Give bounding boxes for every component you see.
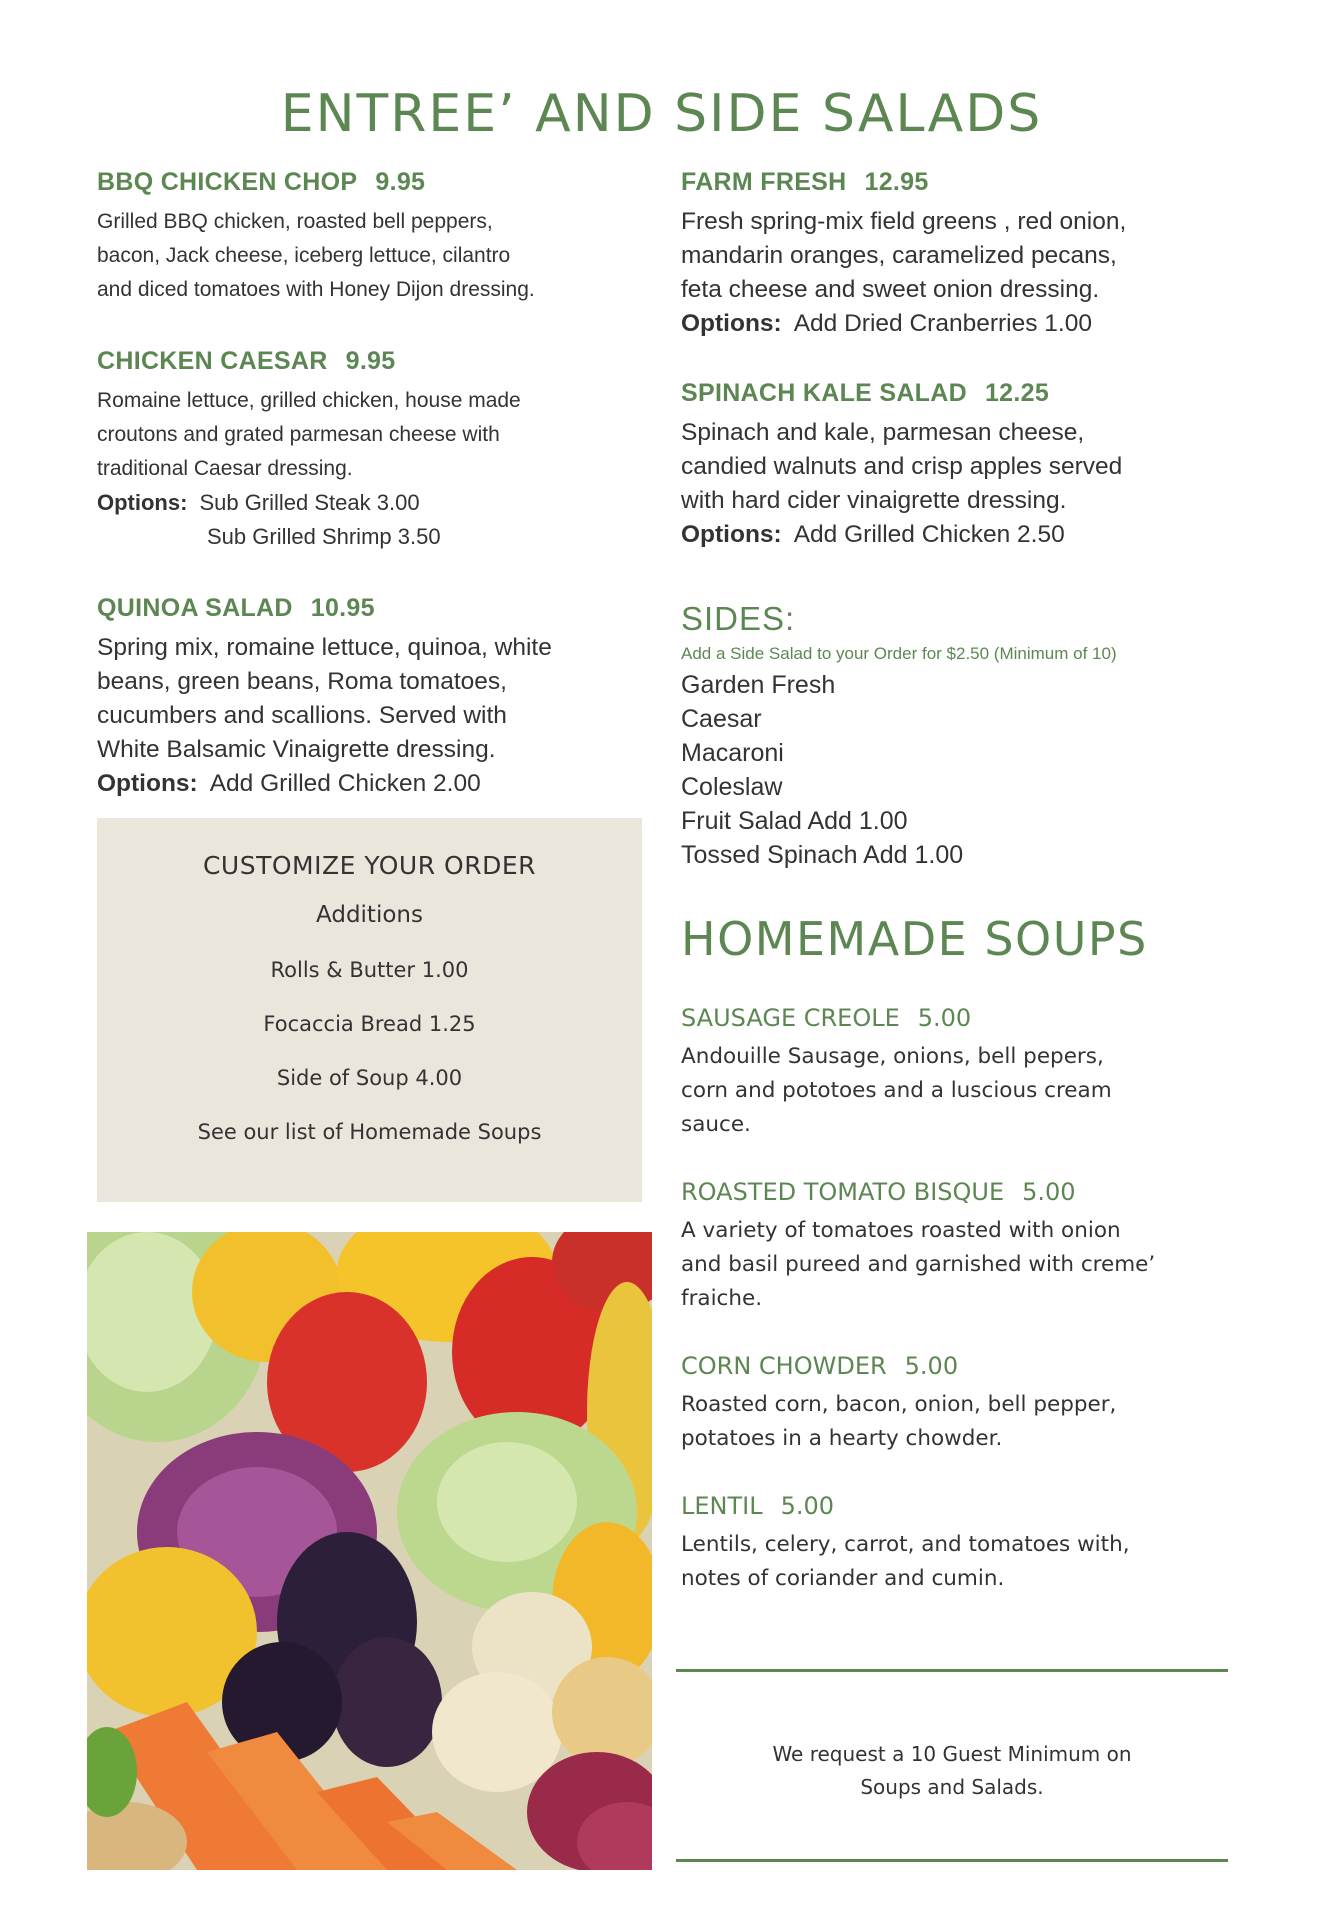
menu-item-title bbox=[97, 168, 642, 197]
option-line: Add Dried Cranberries 1.00 bbox=[793, 310, 1092, 337]
menu-item-quinoa-salad bbox=[97, 594, 642, 801]
menu-item-price: 12.95 bbox=[864, 168, 929, 196]
description-line: Lentils, celery, carrot, and tomatoes with, bbox=[681, 1532, 1130, 1557]
option-line: Add Grilled Chicken 2.50 bbox=[793, 521, 1065, 548]
menu-item-title bbox=[97, 347, 642, 376]
menu-item-price: 10.95 bbox=[310, 594, 375, 622]
menu-item-options bbox=[97, 486, 642, 554]
soup-description bbox=[681, 1388, 1241, 1456]
soups-title: HOMEMADE SOUPS bbox=[681, 912, 1148, 966]
description-line: Fresh spring-mix field greens , red onion, bbox=[681, 208, 1127, 235]
soup-name: LENTIL bbox=[681, 1492, 763, 1520]
soup-title bbox=[681, 1352, 1241, 1380]
soup-description bbox=[681, 1528, 1241, 1596]
option-line: Sub Grilled Steak 3.00 bbox=[199, 490, 420, 515]
menu-item-title bbox=[681, 379, 1241, 408]
left-column bbox=[97, 168, 642, 841]
addition-item: Side of Soup 4.00 bbox=[276, 1066, 463, 1090]
customize-title: CUSTOMIZE YOUR ORDER bbox=[202, 851, 537, 880]
menu-item-price: 9.95 bbox=[345, 347, 396, 375]
soup-description bbox=[681, 1214, 1241, 1316]
side-item: Caesar bbox=[681, 705, 762, 733]
sides-note: Add a Side Salad to your Order for $2.50 (Minimum of 10) bbox=[681, 644, 1117, 663]
customize-subtitle: Additions bbox=[316, 902, 423, 928]
sides-title: SIDES: bbox=[681, 600, 796, 637]
options-label: Options: bbox=[97, 770, 198, 797]
description-line: White Balsamic Vinaigrette dressing. bbox=[97, 736, 496, 763]
description-line: and basil pureed and garnished with creme’ bbox=[681, 1252, 1156, 1277]
option-line: Add Grilled Chicken 2.00 bbox=[209, 770, 481, 797]
soup-title bbox=[681, 1178, 1241, 1206]
options-label: Options: bbox=[681, 521, 782, 548]
soup-item-corn-chowder bbox=[681, 1352, 1241, 1456]
menu-item-title bbox=[97, 594, 642, 623]
side-item: Macaroni bbox=[681, 739, 784, 767]
description-line: beans, green beans, Roma tomatoes, bbox=[97, 668, 507, 695]
menu-item-spinach-kale-salad bbox=[681, 379, 1241, 552]
menu-item-bbq-chicken-chop bbox=[97, 168, 642, 307]
menu-item-title bbox=[681, 168, 1241, 197]
customize-order-box bbox=[97, 818, 642, 1202]
divider-top bbox=[676, 1669, 1228, 1672]
menu-item-name: FARM FRESH bbox=[681, 168, 847, 196]
soup-name: SAUSAGE CREOLE bbox=[681, 1004, 900, 1032]
option-line: Sub Grilled Shrimp 3.50 bbox=[207, 524, 441, 549]
menu-item-farm-fresh bbox=[681, 168, 1241, 341]
divider-bottom bbox=[676, 1859, 1228, 1862]
menu-item-name: QUINOA SALAD bbox=[97, 594, 293, 622]
menu-item-name: SPINACH KALE SALAD bbox=[681, 379, 967, 407]
menu-item-description bbox=[97, 384, 642, 486]
description-line: with hard cider vinaigrette dressing. bbox=[681, 487, 1067, 514]
description-line: and diced tomatoes with Honey Dijon dressing. bbox=[97, 278, 535, 301]
menu-item-name: CHICKEN CAESAR bbox=[97, 347, 328, 375]
soup-item-sausage-creole bbox=[681, 1004, 1241, 1142]
side-item: Fruit Salad Add 1.00 bbox=[681, 807, 908, 835]
description-line: Grilled BBQ chicken, roasted bell peppers, bbox=[97, 210, 493, 233]
soup-price: 5.00 bbox=[780, 1492, 835, 1520]
page-title: ENTREE’ AND SIDE SALADS bbox=[280, 84, 1043, 144]
menu-item-description bbox=[681, 416, 1241, 518]
soup-name: CORN CHOWDER bbox=[681, 1352, 887, 1380]
soup-price: 5.00 bbox=[917, 1004, 972, 1032]
menu-item-options bbox=[97, 767, 642, 801]
description-line: Spring mix, romaine lettuce, quinoa, white bbox=[97, 634, 552, 661]
description-line: feta cheese and sweet onion dressing. bbox=[681, 276, 1100, 303]
side-item: Coleslaw bbox=[681, 773, 783, 801]
menu-item-chicken-caesar bbox=[97, 347, 642, 554]
soup-price: 5.00 bbox=[904, 1352, 959, 1380]
description-line: notes of coriander and cumin. bbox=[681, 1566, 1005, 1591]
description-line: fraiche. bbox=[681, 1286, 763, 1311]
right-column bbox=[681, 168, 1241, 1632]
description-line: candied walnuts and crisp apples served bbox=[681, 453, 1123, 480]
soup-price: 5.00 bbox=[1022, 1178, 1076, 1206]
sides-list bbox=[681, 668, 1241, 872]
menu-item-description bbox=[97, 631, 642, 767]
soup-item-lentil bbox=[681, 1492, 1241, 1596]
sides-section bbox=[681, 600, 1241, 872]
addition-item: Focaccia Bread 1.25 bbox=[263, 1012, 476, 1036]
side-item: Tossed Spinach Add 1.00 bbox=[681, 841, 964, 869]
options-label: Options: bbox=[97, 490, 188, 515]
menu-item-name: BBQ CHICKEN CHOP bbox=[97, 168, 358, 196]
description-line: mandarin oranges, caramelized pecans, bbox=[681, 242, 1117, 269]
description-line: traditional Caesar dressing. bbox=[97, 457, 353, 480]
description-line: A variety of tomatoes roasted with onion bbox=[681, 1218, 1121, 1243]
footer-line: Soups and Salads. bbox=[860, 1775, 1044, 1799]
description-line: Spinach and kale, parmesan cheese, bbox=[681, 419, 1085, 446]
menu-item-options bbox=[681, 518, 1241, 552]
menu-item-price: 12.25 bbox=[984, 379, 1050, 407]
soup-title bbox=[681, 1492, 1241, 1520]
soup-description bbox=[681, 1040, 1241, 1142]
description-line: corn and pototoes and a luscious cream bbox=[681, 1078, 1112, 1103]
soup-title bbox=[681, 1004, 1241, 1032]
soup-item-roasted-tomato-bisque bbox=[681, 1178, 1241, 1316]
description-line: Roasted corn, bacon, onion, bell pepper, bbox=[681, 1392, 1117, 1417]
options-label: Options: bbox=[681, 310, 782, 337]
menu-item-description bbox=[97, 205, 642, 307]
description-line: croutons and grated parmesan cheese with bbox=[97, 423, 500, 446]
customize-note: See our list of Homemade Soups bbox=[197, 1120, 542, 1144]
description-line: sauce. bbox=[681, 1112, 751, 1137]
soup-name: ROASTED TOMATO BISQUE bbox=[681, 1178, 1005, 1206]
description-line: Romaine lettuce, grilled chicken, house made bbox=[97, 389, 521, 412]
footer-line: We request a 10 Guest Minimum on bbox=[772, 1742, 1132, 1766]
menu-item-description bbox=[681, 205, 1241, 307]
side-item: Garden Fresh bbox=[681, 671, 836, 699]
vegetables-photo bbox=[87, 1232, 652, 1870]
addition-item: Rolls & Butter 1.00 bbox=[270, 958, 469, 982]
menu-item-price: 9.95 bbox=[375, 168, 426, 196]
footer-note bbox=[676, 1738, 1228, 1804]
menu-item-options bbox=[681, 307, 1241, 341]
description-line: bacon, Jack cheese, iceberg lettuce, cilantro bbox=[97, 244, 511, 267]
description-line: potatoes in a hearty chowder. bbox=[681, 1426, 1003, 1451]
description-line: Andouille Sausage, onions, bell pepers, bbox=[681, 1044, 1104, 1069]
description-line: cucumbers and scallions. Served with bbox=[97, 702, 507, 729]
